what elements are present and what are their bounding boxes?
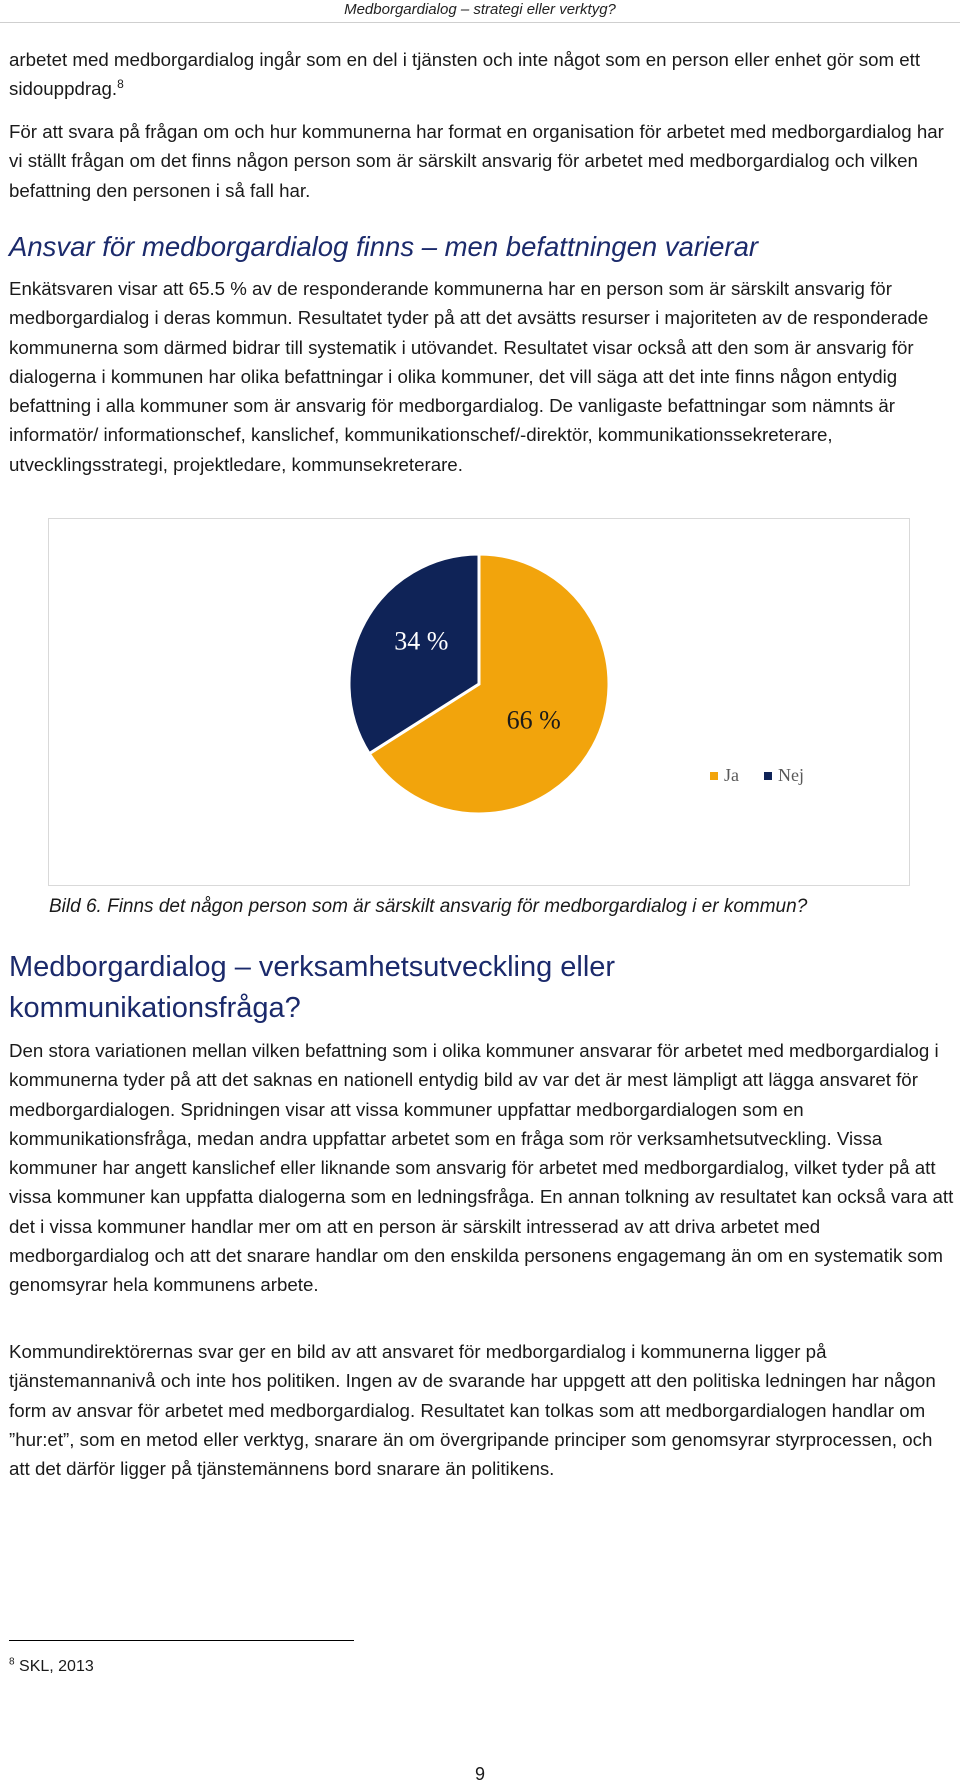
legend-swatch-ja: [710, 772, 718, 780]
header-divider: [0, 22, 960, 23]
section-heading-responsibility: Ansvar för medborgardialog finns – men befattningen varierar: [9, 231, 759, 262]
page-number: 9: [474, 1764, 485, 1784]
section-2-paragraph-1: Den stora variationen mellan vilken befattning som i olika kommuner ansvarar för arbetet med medborgardialog i kommunerna tyder på att det saknas en nationell entydig bild av var det är mest lämpligt att lägga ansvaret för medborgardialogen. Spridningen visar att vissa kommuner uppfattar medborgardialogen som en kommunikationsfråga, medan andra uppfattar arbetet som en fråga som rör verksamhetsutveckling. Vissa kommuner har angett kanslichef eller liknande som ansvarig för arbetet med medborgardialog, vilket tyder på att vissa kommuner kan uppfatta dialogerna som en ledningsfråga. En annan tolkning av resultatet kan också vara att det i vissa kommuner handlar mer om att en person är särskilt intresserad av att driva arbetet med medborgardialog och att det snarare handlar om den enskilda personens engagemang än om en systematik som genomsyrar hela kommunens arbete.: [9, 1040, 954, 1296]
running-header-title: Medborgardialog – strategi eller verktyg?: [344, 1, 616, 18]
intro-paragraph-1-text: arbetet med medborgardialog ingår som en del i tjänsten och inte något som en person eller enhet gör som ett sidouppdrag.: [9, 49, 921, 100]
running-header: [0, 0, 960, 22]
footnote-reference[interactable]: 8: [117, 77, 124, 92]
intro-paragraph-2: För att svara på frågan om och hur kommunerna har format en organisation för arbetet med medborgardialog har vi ställt frågan om det finns någon person som är särskilt ansvarig för arbetet med medborgardialog och vilken befattning den personen i så fall har.: [9, 121, 944, 201]
figure-caption: Bild 6. Finns det någon person som är särskilt ansvarig för medborgardialog i er kommun?: [49, 896, 808, 917]
pie-label-nej: 34 %: [394, 626, 449, 656]
footnote-text: SKL, 2013: [19, 1658, 94, 1675]
footnote-number: 8: [9, 1656, 15, 1668]
pie-chart-svg: [49, 519, 909, 885]
section-2-paragraph-2: Kommundirektörernas svar ger en bild av att ansvaret för medborgardialog i kommunerna ligger på tjänstemannanivå och inte hos politiken. Ingen av de svarande har uppgett att den politiska ledningen har någon form av ansvar för arbetet med medborgardialog. Resultatet kan tolkas som att medborgardialogen handlar om ”hur:et”, som en metod eller verktyg, snarare än om övergripande principer som genomsyrar styrprocessen, och att det därför ligger på tjänstemännens bord snarare än politikens.: [9, 1341, 936, 1480]
footnote: [9, 1656, 94, 1678]
footnote-divider: [9, 1640, 354, 1641]
legend-label-nej: Nej: [778, 765, 804, 785]
section-1-paragraph: Enkätsvaren visar att 65.5 % av de responderande kommunerna har en person som är särskilt ansvarig för medborgardialog i deras kommun. Resultatet tyder på att det avsätts resurser i majoriteten av de responderade kommunerna som därmed bidrar till systematik i utövandet. Resultatet visar också att den som är ansvarig för dialogerna i kommunen har olika befattningar i olika kommuner, det vill säga att det inte finns någon entydig befattning i alla kommuner som är ansvarig för medborgardialog. De vanligaste befattningar som nämnts är informatör/ informationschef, kanslichef, kommunikationschef/-direktör, kommunikationssekreterare, utvecklingsstrategi, projektledare, kommunsekreterare.: [9, 278, 929, 475]
intro-paragraph-1: [9, 45, 954, 104]
pie-chart: [48, 518, 910, 886]
pie-label-ja: 66 %: [506, 705, 561, 735]
legend-label-ja: Ja: [724, 765, 739, 785]
section-heading-development: Medborgardialog – verksamhetsutveckling eller kommunikationsfråga?: [9, 951, 616, 1024]
legend-swatch-nej: [764, 772, 772, 780]
